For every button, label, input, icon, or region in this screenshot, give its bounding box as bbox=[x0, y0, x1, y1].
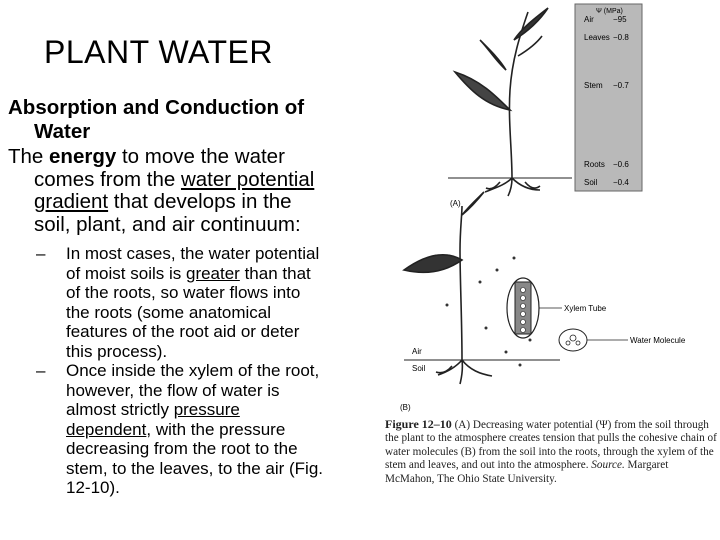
psi-label-stem: Stem bbox=[584, 81, 603, 90]
dependent-term: dependent bbox=[66, 419, 147, 439]
panel-b-label: (B) bbox=[400, 403, 411, 412]
psi-label-leaves: Leaves bbox=[584, 33, 610, 42]
energy-term: energy bbox=[49, 145, 117, 168]
bullet-item: – In most cases, the water potential of moist soils is greater than that of the roots, so water flows into the roots (some anatomical features of the root aid or deter this process). bbox=[36, 244, 320, 361]
air-label: Air bbox=[412, 347, 422, 356]
psi-value-stem: −0.7 bbox=[613, 81, 629, 90]
slide-title: PLANT WATER bbox=[44, 34, 273, 70]
psi-value-leaves: −0.8 bbox=[613, 33, 629, 42]
plant-b-drawing bbox=[404, 192, 560, 384]
figure-caption: Figure 12–10 (A) Decreasing water potential (Ψ) from the soil through the plant to the atmosphere creates tension that pulls the cohesive chain of water molecules (B) from the soil into the roots, through the xylem of the stem and leaves, and out into the atmosphere. Source. Margaret McMahon, The Ohio State University. bbox=[385, 417, 717, 485]
psi-value-roots: −0.6 bbox=[613, 160, 629, 169]
psi-header: Ψ (MPa) bbox=[596, 8, 623, 15]
pressure-term: pressure bbox=[173, 400, 240, 419]
psi-label-soil: Soil bbox=[584, 178, 598, 187]
figure-number: Figure 12–10 bbox=[385, 417, 452, 431]
greater-term: greater bbox=[185, 263, 240, 283]
gradient-term: gradient bbox=[34, 190, 109, 213]
psi-label-air: Air bbox=[584, 15, 594, 24]
psi-value-air: −95 bbox=[613, 15, 627, 24]
soil-label: Soil bbox=[412, 364, 426, 373]
bullet-item: – Once inside the xylem of the root, however, the flow of water is almost strictly pressure dependent, with the pressure decreasing from the root to the stem, to the leaves, to the air (Fig. 12-10). bbox=[36, 361, 324, 497]
section-heading: Absorption and Conduction of Water bbox=[8, 96, 305, 143]
intro-paragraph: The energy to move the water comes from the water potential gradient that develops in the soil, plant, and air continuum: bbox=[8, 145, 315, 236]
water-potential-term: water potential bbox=[180, 167, 315, 191]
water-molecule-label: Water Molecule bbox=[630, 336, 686, 345]
panel-a-label: (A) bbox=[450, 199, 461, 208]
plant-a-drawing bbox=[448, 8, 572, 196]
xylem-tube-label: Xylem Tube bbox=[564, 304, 607, 313]
psi-value-soil: −0.4 bbox=[613, 178, 629, 187]
psi-label-roots: Roots bbox=[584, 160, 605, 169]
water-molecule-icon bbox=[559, 329, 587, 351]
